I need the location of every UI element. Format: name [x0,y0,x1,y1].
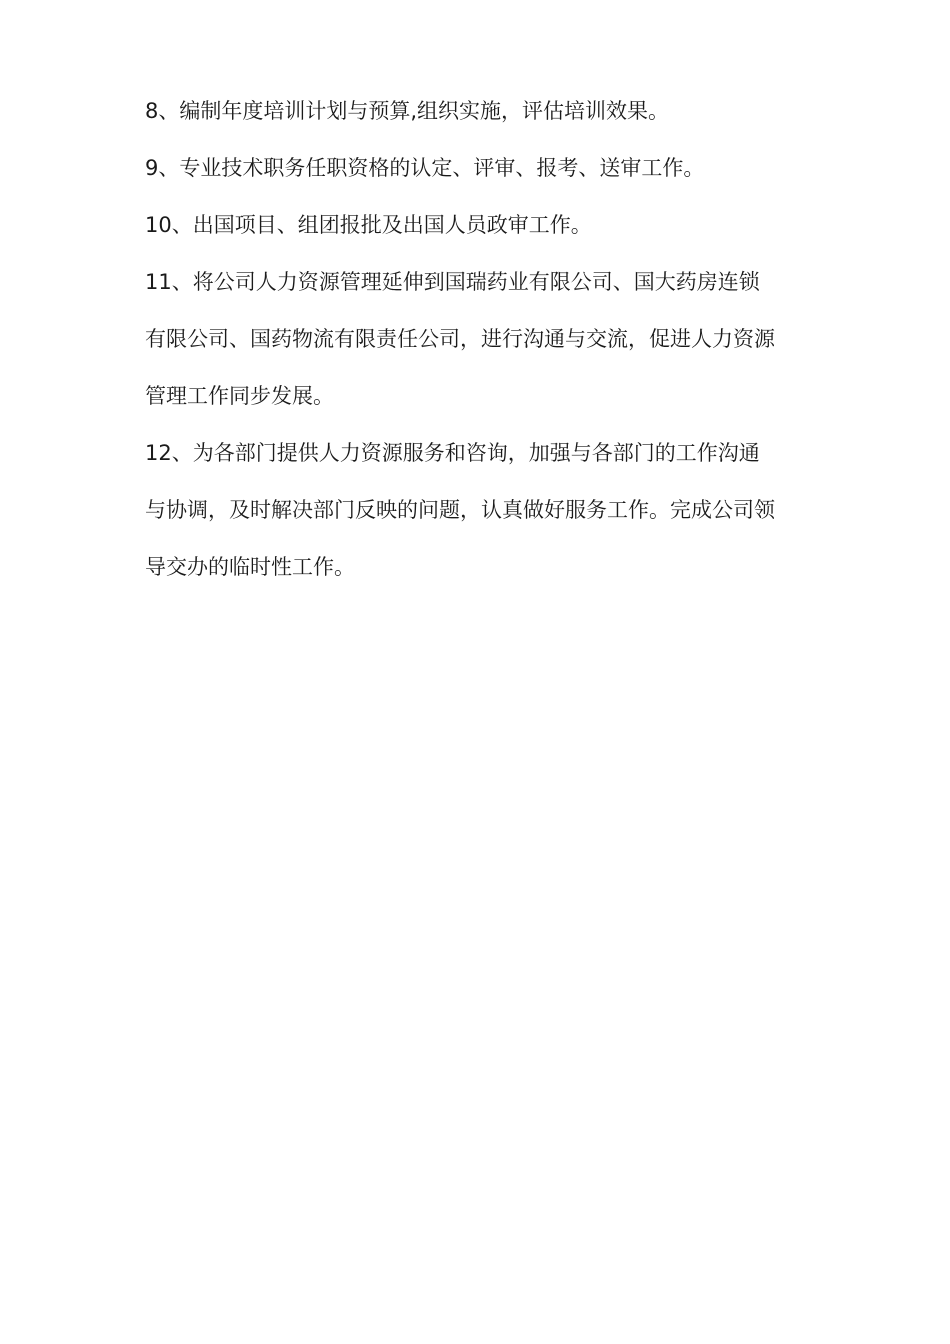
list-item-11 [145,254,825,425]
list-item-line: 管理工作同步发展。 [145,384,334,408]
list-item-line: 有限公司、国药物流有限责任公司，进行沟通与交流，促进人力资源 [145,327,775,351]
list-item-line: 11、将公司人力资源管理延伸到国瑞药业有限公司、国大药房连锁 [145,270,760,294]
list-item-line: 8、编制年度培训计划与预算,组织实施，评估培训效果。 [145,99,670,123]
list-item-line: 9、专业技术职务任职资格的认定、评审、报考、送审工作。 [145,156,705,180]
document-body [145,83,825,596]
list-item-8 [145,83,825,140]
list-item-line: 12、为各部门提供人力资源服务和咨询，加强与各部门的工作沟通 [145,441,760,465]
list-item-9 [145,140,825,197]
list-item-12 [145,425,825,596]
list-item-line: 与协调，及时解决部门反映的问题，认真做好服务工作。完成公司领 [145,498,775,522]
list-item-line: 10、出国项目、组团报批及出国人员政审工作。 [145,213,592,237]
list-item-10 [145,197,825,254]
list-item-line: 导交办的临时性工作。 [145,555,355,579]
